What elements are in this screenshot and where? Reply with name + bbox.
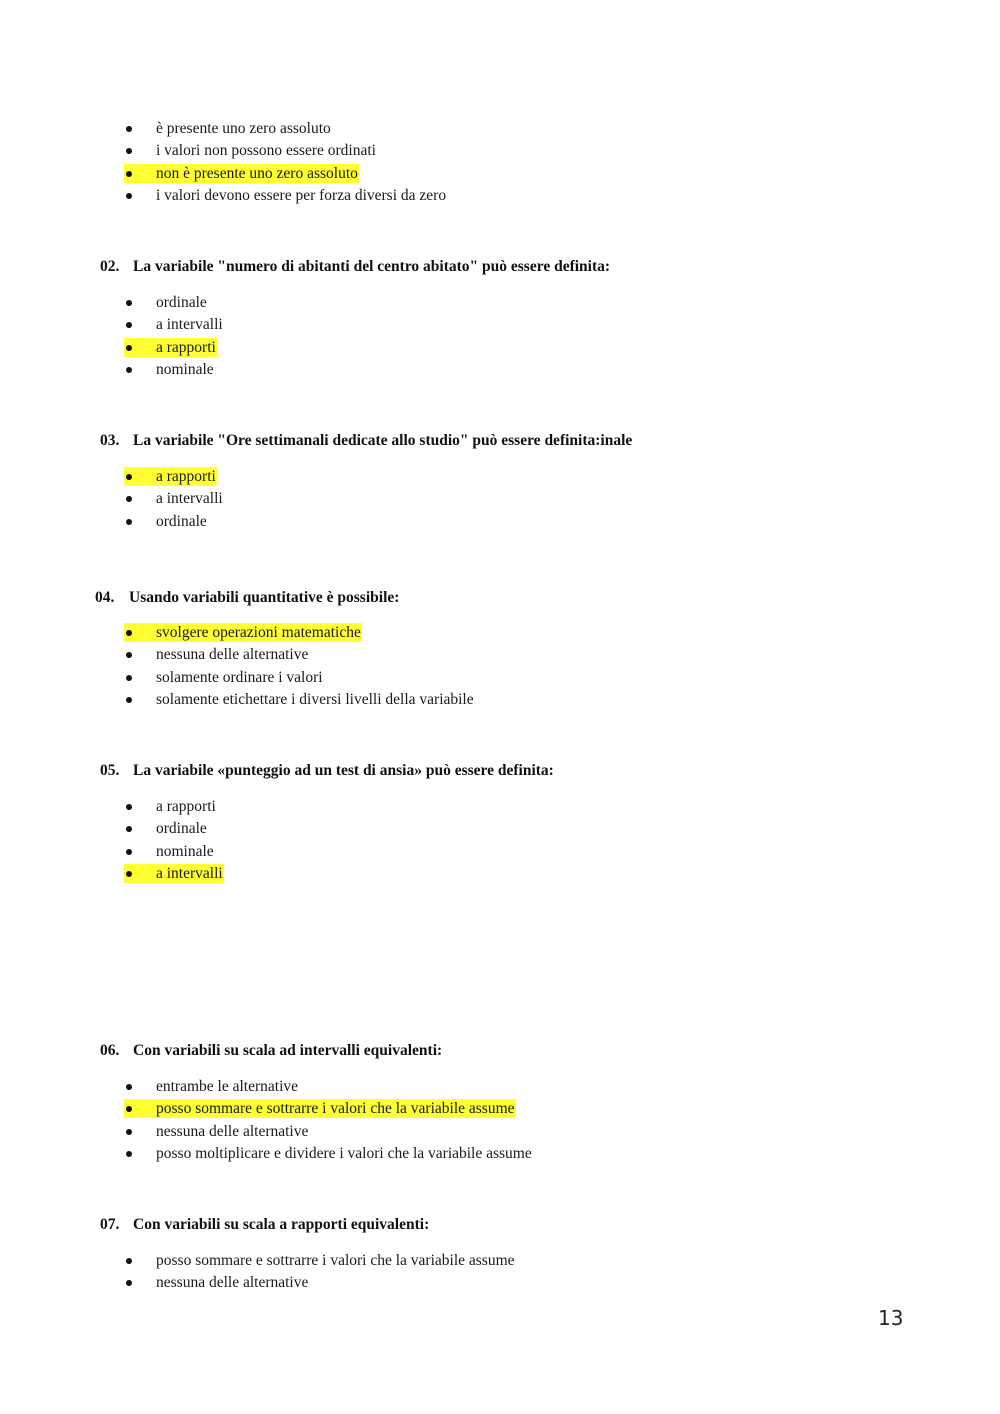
option-label: a rapporti — [156, 338, 216, 356]
option-label: i valori non possono essere ordinati — [156, 142, 376, 160]
option-label: posso moltiplicare e dividere i valori che la variabile assume — [156, 1144, 532, 1162]
bullet-icon — [126, 1106, 132, 1112]
page-number: 13 — [878, 1306, 904, 1330]
bullet-icon — [126, 193, 132, 199]
option-text-wrap — [124, 819, 207, 838]
option-label: non è presente uno zero assoluto — [156, 164, 358, 182]
bullet-icon — [126, 1151, 132, 1157]
option-item — [124, 1251, 515, 1273]
question-number: 05. — [100, 762, 120, 779]
options-list — [124, 623, 474, 712]
options-list — [124, 1077, 532, 1166]
option-text-wrap-highlighted — [124, 623, 362, 642]
option-item — [124, 1144, 532, 1166]
bullet-icon — [126, 367, 132, 373]
option-item — [124, 1273, 515, 1295]
option-text-wrap — [124, 797, 216, 816]
bullet-icon — [126, 652, 132, 658]
question-heading — [100, 432, 632, 450]
question-text: Con variabili su scala ad intervalli equivalenti: — [133, 1042, 443, 1059]
bullet-icon — [126, 1084, 132, 1090]
option-label: posso sommare e sottrarre i valori che la variabile assume — [156, 1100, 515, 1118]
option-item — [124, 842, 224, 864]
question-heading — [100, 1216, 429, 1234]
option-text-wrap — [124, 315, 223, 334]
option-label: nessuna delle alternative — [156, 1274, 309, 1292]
question-text: La variabile "numero di abitanti del centro abitato" può essere definita: — [133, 258, 611, 275]
bullet-icon — [126, 675, 132, 681]
question-number: 06. — [100, 1042, 120, 1059]
option-label: nessuna delle alternative — [156, 646, 309, 664]
question-text: Usando variabili quantitative è possibile: — [129, 589, 400, 606]
question-heading — [100, 1042, 442, 1060]
option-item — [124, 623, 474, 645]
question-heading — [100, 762, 554, 780]
option-text-wrap-highlighted — [124, 1099, 516, 1118]
option-item — [124, 186, 446, 208]
option-item — [124, 864, 224, 886]
option-label: è presente uno zero assoluto — [156, 120, 331, 137]
option-item — [124, 512, 223, 534]
options-list — [124, 293, 223, 382]
option-label: solamente etichettare i diversi livelli della variabile — [156, 690, 474, 708]
option-label: ordinale — [156, 512, 207, 530]
option-label: entrambe le alternative — [156, 1078, 299, 1095]
option-text-wrap — [124, 512, 207, 531]
bullet-icon — [126, 519, 132, 525]
option-label: nominale — [156, 360, 214, 378]
bullet-icon — [126, 804, 132, 810]
bullet-icon — [126, 1129, 132, 1135]
option-item — [124, 690, 474, 712]
option-label: a intervalli — [156, 316, 223, 334]
option-item — [124, 360, 223, 382]
options-list — [124, 119, 446, 208]
bullet-icon — [126, 697, 132, 703]
bullet-icon — [126, 171, 132, 177]
bullet-icon — [126, 322, 132, 328]
option-label: a rapporti — [156, 468, 216, 485]
option-label: ordinale — [156, 820, 207, 838]
option-text-wrap — [124, 119, 331, 138]
option-item — [124, 293, 223, 315]
option-item — [124, 315, 223, 337]
question-number: 07. — [100, 1216, 120, 1233]
option-text-wrap — [124, 186, 446, 205]
option-item — [124, 164, 446, 186]
option-text-wrap — [124, 842, 214, 861]
option-label: ordinale — [156, 294, 207, 311]
option-text-wrap — [124, 1273, 308, 1292]
bullet-icon — [126, 630, 132, 636]
option-label: nessuna delle alternative — [156, 1122, 309, 1140]
option-item — [124, 1077, 532, 1099]
option-text-wrap — [124, 645, 308, 664]
option-text-wrap — [124, 690, 474, 709]
option-text-wrap-highlighted — [124, 338, 217, 357]
option-text-wrap — [124, 1251, 515, 1270]
option-text-wrap — [124, 1144, 532, 1163]
question-heading — [100, 258, 610, 276]
option-item — [124, 1122, 532, 1144]
option-text-wrap — [124, 360, 214, 379]
question-heading — [95, 589, 399, 607]
option-text-wrap-highlighted — [124, 864, 224, 883]
option-text-wrap — [124, 141, 376, 160]
option-text-wrap — [124, 1122, 308, 1141]
question-number: 02. — [100, 258, 120, 275]
option-label: a intervalli — [156, 490, 223, 508]
bullet-icon — [126, 300, 132, 306]
question-text: La variabile "Ore settimanali dedicate allo studio" può essere definita:inale — [133, 432, 633, 449]
option-text-wrap — [124, 489, 223, 508]
options-list — [124, 467, 223, 534]
bullet-icon — [126, 871, 132, 877]
option-item — [124, 119, 446, 141]
option-label: a intervalli — [156, 864, 223, 882]
bullet-icon — [126, 1280, 132, 1286]
bullet-icon — [126, 126, 132, 132]
option-text-wrap-highlighted — [124, 164, 359, 183]
option-text-wrap — [124, 668, 323, 687]
bullet-icon — [126, 826, 132, 832]
option-label: a rapporti — [156, 798, 216, 815]
option-text-wrap — [124, 1077, 298, 1096]
option-item — [124, 489, 223, 511]
bullet-icon — [126, 148, 132, 154]
option-label: nominale — [156, 842, 214, 860]
option-item — [124, 1099, 532, 1121]
option-text-wrap — [124, 293, 207, 312]
option-label: svolgere operazioni matematiche — [156, 624, 361, 641]
question-number: 03. — [100, 432, 120, 449]
bullet-icon — [126, 496, 132, 502]
question-text: La variabile «punteggio ad un test di ansia» può essere definita: — [133, 762, 554, 779]
option-label: solamente ordinare i valori — [156, 668, 323, 686]
bullet-icon — [126, 345, 132, 351]
option-text-wrap-highlighted — [124, 467, 217, 486]
option-item — [124, 797, 224, 819]
question-text: Con variabili su scala a rapporti equivalenti: — [133, 1216, 430, 1233]
option-label: i valori devono essere per forza diversi da zero — [156, 186, 447, 204]
bullet-icon — [126, 1258, 132, 1264]
bullet-icon — [126, 849, 132, 855]
option-item — [124, 467, 223, 489]
option-item — [124, 645, 474, 667]
option-item — [124, 141, 446, 163]
bullet-icon — [126, 474, 132, 480]
option-label: posso sommare e sottrarre i valori che la variabile assume — [156, 1252, 515, 1269]
options-list — [124, 1251, 515, 1296]
options-list — [124, 797, 224, 886]
option-item — [124, 338, 223, 360]
option-item — [124, 668, 474, 690]
option-item — [124, 819, 224, 841]
question-number: 04. — [95, 589, 115, 606]
